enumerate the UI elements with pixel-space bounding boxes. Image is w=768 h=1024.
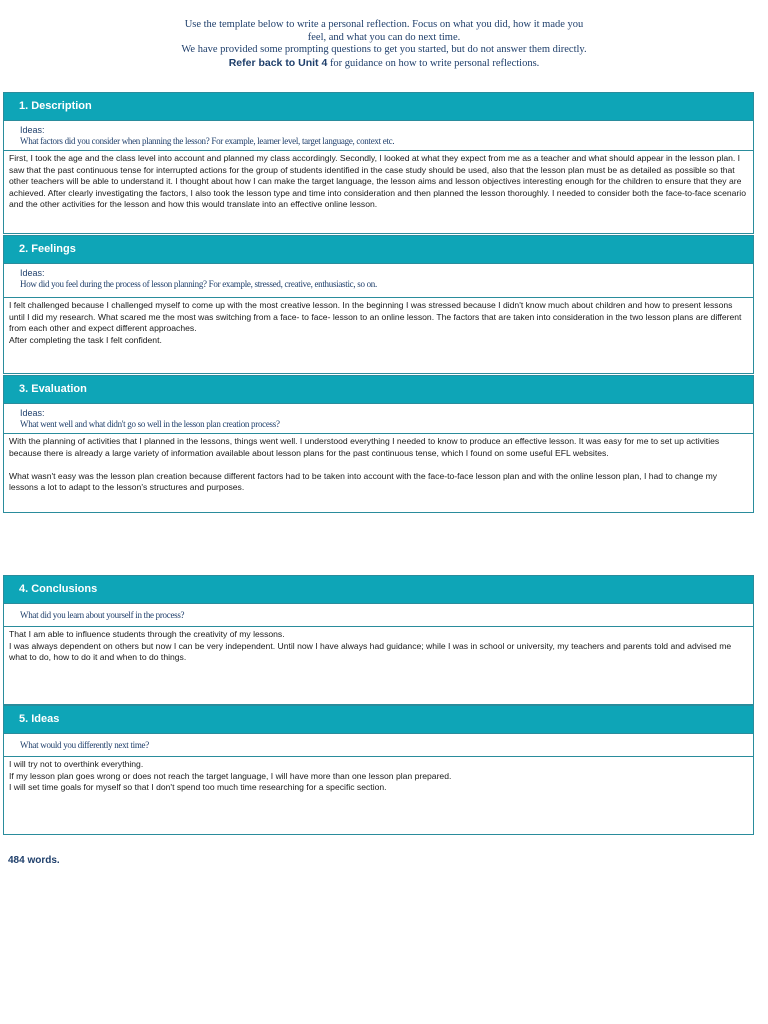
- prompt-question: What went well and what didn't go so well in the lesson plan creation process?: [20, 419, 280, 429]
- section-prompt: [4, 603, 753, 627]
- section-conclusions: [3, 575, 754, 705]
- prompt-question: What factors did you consider when planning the lesson? For example, learner level, target language, context etc.: [20, 136, 395, 146]
- intro-instructions: [0, 19, 768, 70]
- section-title: 3. Evaluation: [4, 376, 753, 403]
- prompt-question: What did you learn about yourself in the process?: [20, 610, 185, 620]
- intro-line-1: Use the template below to write a personal reflection. Focus on what you did, how it made you: [184, 19, 584, 30]
- answer-text-area[interactable]: [4, 434, 753, 494]
- intro-line-4: [0, 57, 768, 71]
- answer-text-area[interactable]: [4, 757, 753, 794]
- ideas-label: Ideas:: [20, 125, 45, 135]
- section-title: 5. Ideas: [4, 706, 753, 733]
- section-description: [3, 92, 754, 234]
- section-title: 1. Description: [4, 93, 753, 120]
- ideas-label: Ideas:: [20, 408, 45, 418]
- section-prompt: [4, 120, 753, 151]
- section-feelings: [3, 235, 754, 374]
- answer-text: I will try not to overthink everything. If my lesson plan goes wrong or does not reach the target language, I will have more than one lesson plan prepared. I will set time goals for myself so that I don't spend too much time researching for a specific section.: [9, 759, 452, 792]
- answer-text: First, I took the age and the class level into account and planned my class accordingly. Secondly, I looked at what they expect from me as a teacher and what should appear in the lesson plan. I saw that the past continuous tense for interrupted actions for the group of students identified in the case study should be used, also that the lesson plan must be as detailed as possible so that other teachers will be able to understand it. I thought about how I can make the target language, the lesson aims and lesson objectives interesting enough for the children to ensure that they are achieved. After clearly investigating the factors, I also took the lesson type and time into consideration and then planned the lesson thoroughly. I needed to consider both the face-to-face scenario and the other activities for the lesson and how this would translate into an effective online lesson.: [9, 153, 749, 209]
- section-prompt: [4, 733, 753, 757]
- word-count: 484 words.: [8, 855, 60, 866]
- unit-reference: Refer back to Unit 4: [228, 56, 328, 69]
- intro-line-4-rest: for guidance on how to write personal reflections.: [327, 57, 540, 69]
- answer-text: I felt challenged because I challenged myself to come up with the most creative lesson. In the beginning I was stressed because I didn't know much about children and how to present lessons until I did my research. What scared me the most was switching from a face- to face- lesson to an online lesson. The factors that are taken into consideration in the two lesson plans are different from each other and expect different approaches. After completing the task I felt confident.: [9, 300, 742, 345]
- section-title: 4. Conclusions: [4, 576, 753, 603]
- section-title: 2. Feelings: [4, 236, 753, 263]
- answer-text: With the planning of activities that I planned in the lessons, things went well. I understood everything I needed to know to produce an effective lesson. It was easy for me to set up activities because there is already a large variety of information available about lesson plans for the past continuous tense, which I found on some useful EFL websites. What wasn't easy was the lesson plan creation because different factors had to be taken into account with the face-to-face lesson plan and with the online lesson plan, I had to change my lessons a lot to adapt to the lesson's structures and purposes.: [9, 436, 720, 492]
- ideas-label: Ideas:: [20, 268, 45, 278]
- answer-text: That I am able to influence students through the creativity of my lessons. I was always dependent on others but now I can be very independent. Until now I have always had guidance; while I was in school or university, my teachers and parents told and advised me what to do, how to do it and when to do things.: [9, 629, 732, 662]
- section-ideas: [3, 705, 754, 835]
- answer-text-area[interactable]: [4, 298, 753, 346]
- intro-line-2: feel, and what you can do next time.: [307, 31, 461, 43]
- answer-text-area[interactable]: [4, 627, 753, 664]
- prompt-question: How did you feel during the process of lesson planning? For example, stressed, creative, enthusiastic, so on.: [20, 279, 377, 289]
- section-prompt: [4, 403, 753, 434]
- section-prompt: [4, 263, 753, 298]
- section-evaluation: [3, 375, 754, 513]
- intro-line-3: We have provided some prompting questions to get you started, but do not answer them directly.: [181, 44, 587, 55]
- answer-text-area[interactable]: [4, 151, 753, 211]
- prompt-question: What would you differently next time?: [20, 740, 149, 750]
